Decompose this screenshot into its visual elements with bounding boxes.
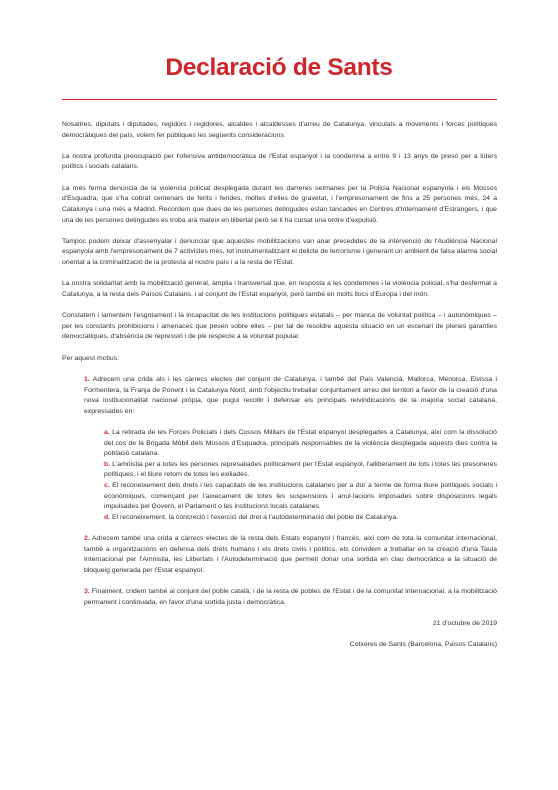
sub-item-a [104, 428, 497, 460]
paragraph: Per aquest motius: [62, 354, 120, 362]
sub-item-text: L'amnistia per a totes les persones represaliades políticament per l'Estat espanyol, l'alliberament de tots i totes les presoneres polítiques, i el lliure retorn de totes les exiliades. [104, 460, 497, 479]
sub-item-d [104, 513, 497, 524]
sub-item-text: El reconeixement dels drets i les capacitats de les institucions catalanes per a dur a terme de forma lliure polítiques socials i econòmiques, començant per l'aixecament de totes les suspensions i anul·lacions imposades sobre disposicions legals impulsades pel Govern, el Parlament o les institucions locals catalanes. [104, 481, 497, 511]
item-text: Adrecem també una crida a càrrecs electes de la resta dels Estats espanyol i francès, així com de tota la comunitat internacional, també a organitzacions en defensa dels drets humans i els drets civils i polítics, els convidem a treballar en la creació d'una Taula Internacional per l'Amnistia, les Llibertats i l'Autodeterminació que permeti donar una sortida en clau democràtica a la situació de bloqueig generada per l'Estat espanyol. [84, 535, 498, 574]
document-title: Declaració de Sants [165, 54, 393, 81]
signature-place: Cotxeres de Sants (Barcelona, Països Catalans) [349, 641, 497, 649]
sub-item-letter: a. [104, 428, 110, 436]
sub-item-letter: d. [104, 513, 111, 521]
paragraph: La més ferma denúncia de la violència policial desplegada durant les darreres setmanes per la Policia Nacional espanyola i els Mossos d'Esquadra, que s'ha cobrat centenars de ferits i ferides, moltes d'elles de gravetat, i l'empresonament de fins a 25 persones més, 24 a Catalunya i una més a Madrid. Recordem que dues de les persones detingudes estan tancades en Centres d'Internament d'Estrangers, i que una de les persones detingudes es troba ara mateix en llibertat però se li ha cursat una ordre d'expulsió. [62, 184, 497, 224]
item-number: 2. [84, 535, 90, 542]
sub-item-c [104, 481, 497, 513]
paragraph: Constatem i lamentem l'esgotament i la incapacitat de les institucions polítiques estatals – per manca de voluntat política – i autonòmiques – per les constants prohibicions i amenaces que pesen sobre elles – per tal de resoldre aquesta situació en un escenari de plenes garanties democràtiques, d'absència de repressió i de ple respecte a la voluntat popular. [62, 312, 497, 341]
sub-item-b [104, 460, 497, 481]
numbered-item-3 [84, 587, 497, 608]
item-number: 3. [84, 588, 90, 596]
sub-item-letter: c. [104, 481, 110, 489]
title-divider [62, 99, 497, 100]
paragraph: La nostra solidaritat amb la mobilització general, àmplia i transversal que, en resposta a les condemnes i la violència policial, s'ha desfermat a Catalunya, a la resta dels Països Catalans, i al conjunt de l'Estat espanyol, però també en molts llocs d'Europa i del món. [62, 280, 497, 298]
item-text: Finalment, cridem també al conjunt del poble català, i de la resta de pobles de l'Estat i de la comunitat internacional, a la mobilització permanent i continuada, en favor d'una sortida justa i democràtica. [84, 588, 497, 606]
paragraph: Tampoc podem deixar d'assenyalar i denunciar que aquestes mobilitzacions van anar precedides de la intervenció de l'Audiència Nacional espanyola amb l'empresonament de 7 activistes més, tot instrumentalitzant el delicte de terrorisme i generant un ambient de falsa alarma social orientat a la criminalització de la protesta al nostre país i a la resta de l'Estat. [62, 237, 497, 266]
sub-item-list [104, 428, 497, 523]
document-body [62, 120, 497, 662]
sub-item-text: El reconeixement, la concreció i l'exercici del dret a l'autodeterminació del poble de Catalunya. [112, 513, 399, 521]
item-text: Adrecem una crida als i les càrrecs electes del conjunt de Catalunya, i també del País Valencià, Mallorca, Menorca, Eivissa i Formentera, la Franja de Ponent i la Catalunya Nord, amb l'objectiu treballar conjuntament arreu del territori a favor de la creació d'una nova institucionalitat nacional pròpia, que pugui recollir i defensar els principals reivindicacions de la majoria social catalana, expressades en: [84, 375, 497, 415]
numbered-item-1 [84, 375, 497, 417]
item-number: 1. [84, 375, 90, 383]
sub-item-letter: b. [104, 460, 111, 468]
numbered-item-2 [84, 534, 497, 576]
paragraph: Nosaltres, diputats i diputades, regidors i regidores, alcaldes i alcaldesses d'arreu de Catalunya, vinculats a moviments i forces polítiques democràtiques del país, volem fer públiques les següents consideracions. [62, 121, 497, 139]
signature-date: 21 d'octubre de 2019 [432, 619, 497, 627]
sub-item-text: La retirada de les Forces Policials i dels Cossos Militars de l'Estat espanyol desplegades a Catalunya, així com la dissolució del cos de la Brigada Mòbil dels Mossos d'Esquadra, principals responsables de la violència desplegada aquests dies contra la població catalana. [104, 428, 497, 458]
paragraph: La nostra profunda preocupació per l'ofensiva antidemocràtica de l'Estat espanyol i la condemna a entre 9 i 13 anys de presó per a líders polítics i socials catalans. [62, 152, 497, 171]
